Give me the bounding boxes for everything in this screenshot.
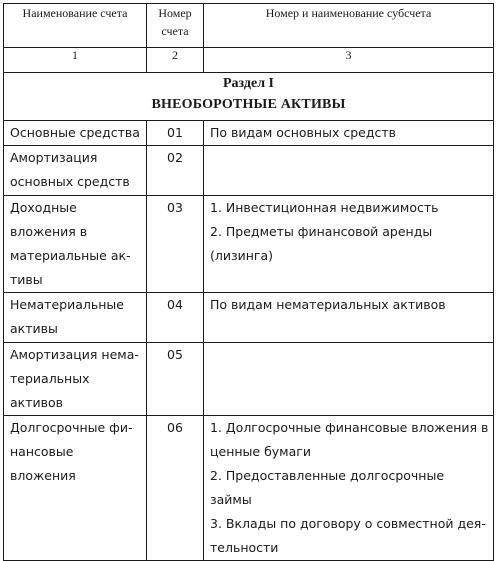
- subaccount-line: 1. Инвестиционная недвижимость: [210, 200, 439, 215]
- account-name: Доходные вложения в материальные ак-тивы: [4, 196, 147, 293]
- table-row: [4, 416, 494, 561]
- subaccount-cell: [204, 343, 494, 416]
- header-account-name: Наименование счета: [4, 4, 147, 48]
- header-subaccount: Номер и наименование субсчета: [204, 4, 494, 48]
- account-code: 03: [147, 196, 204, 293]
- subaccount-line: 2. Предметы финансовой аренды (лизинга): [210, 224, 433, 263]
- section-number: Раздел I: [222, 76, 275, 91]
- account-name: Основные средства: [4, 121, 147, 146]
- section-title: ВНЕОБОРОТНЫЕ АКТИВЫ: [151, 97, 346, 112]
- table-row: [4, 146, 494, 196]
- account-name: Долгосрочные фи-нансовые вложения: [4, 416, 147, 561]
- subaccount-line: 1. Долгосрочные финансовые вложения в ценные бумаги: [210, 420, 489, 459]
- table-row: [4, 196, 494, 293]
- column-number-3: 3: [204, 48, 494, 73]
- account-name: Амортизация нема-териальных активов: [4, 343, 147, 416]
- header-account-number: Номер счета: [147, 4, 204, 48]
- subaccount-cell: [204, 146, 494, 196]
- subaccount-cell: [204, 196, 494, 293]
- account-code: 01: [147, 121, 204, 146]
- subaccount-line: По видам основных средств: [210, 125, 396, 140]
- subaccount-line: 3. Вклады по договору о совместной дея-тельности: [210, 516, 486, 555]
- subaccount-line: По видам нематериальных активов: [210, 297, 446, 312]
- column-number-row: [4, 48, 494, 73]
- account-name: Амортизация основных средств: [4, 146, 147, 196]
- section-heading: [4, 73, 494, 121]
- section-row: [4, 73, 494, 121]
- subaccount-line: 2. Предоставленные долгосрочные займы: [210, 468, 445, 507]
- table-row: [4, 293, 494, 343]
- accounts-table: [3, 3, 494, 561]
- account-name: Нематериальные активы: [4, 293, 147, 343]
- account-code: 06: [147, 416, 204, 561]
- account-code: 05: [147, 343, 204, 416]
- subaccount-cell: [204, 121, 494, 146]
- subaccount-cell: [204, 293, 494, 343]
- subaccount-cell: [204, 416, 494, 561]
- column-number-2: 2: [147, 48, 204, 73]
- account-code: 04: [147, 293, 204, 343]
- account-code: 02: [147, 146, 204, 196]
- table-row: [4, 121, 494, 146]
- header-row: [4, 4, 494, 48]
- column-number-1: 1: [4, 48, 147, 73]
- table-row: [4, 343, 494, 416]
